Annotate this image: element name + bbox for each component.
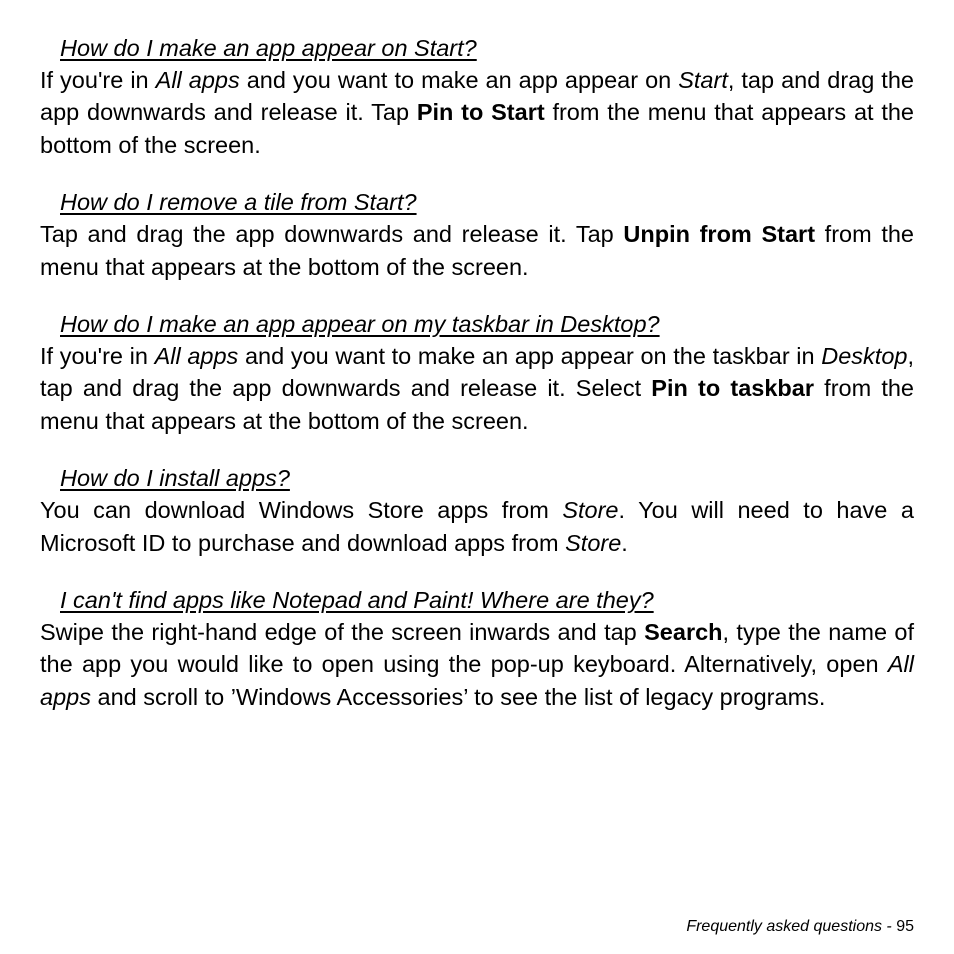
answer-text: Swipe the right-hand edge of the screen inwards and tap — [40, 619, 645, 646]
faq-question: How do I install apps? — [60, 465, 290, 492]
page-footer — [686, 916, 914, 938]
command-pin-to-taskbar: Pin to taskbar — [651, 375, 814, 402]
answer-text: and you want to make an app appear on the taskbar in — [238, 343, 822, 370]
app-name-start: Start — [678, 67, 728, 93]
answer-text: from the menu that appears at the bottom of the screen. — [40, 99, 915, 158]
faq-answer — [40, 218, 914, 283]
faq-item-taskbar — [40, 308, 914, 437]
faq-question: How do I remove a tile from Start? — [60, 189, 417, 216]
app-name-all-apps: All apps — [40, 651, 914, 710]
app-name-store: Store — [565, 529, 622, 556]
faq-question: I can't find apps like Notepad and Paint! Where are they? — [60, 587, 654, 614]
answer-text: , type the name of the app you would like to open using the pop-up keyboard. Alternatively, open — [40, 619, 914, 678]
answer-text: Tap and drag the app downwards and release it. Tap — [40, 221, 624, 248]
faq-question: How do I make an app appear on my taskbar in Desktop? — [60, 311, 660, 338]
command-unpin-from-start: Unpin from Start — [623, 221, 816, 248]
answer-text: from the menu that appears at the bottom of the screen. — [40, 221, 914, 280]
faq-answer — [40, 616, 914, 713]
app-name-store: Store — [562, 497, 619, 524]
faq-answer — [40, 494, 914, 559]
answer-text: , tap and drag the app downwards and release it. Select — [40, 343, 914, 402]
answer-text: and scroll to ’Windows Accessories’ to see the list of legacy programs. — [90, 683, 826, 710]
faq-page — [40, 32, 914, 738]
app-name-desktop: Desktop — [821, 343, 908, 370]
command-pin-to-start: Pin to Start — [416, 99, 545, 126]
page-number: 95 — [896, 918, 914, 935]
answer-text: You can download Windows Store apps from — [40, 497, 563, 524]
answer-text: . You will need to have a Microsoft ID to purchase and download apps from — [40, 497, 914, 556]
faq-item-legacy-apps — [40, 584, 914, 713]
app-name-all-apps: All apps — [154, 343, 239, 370]
app-name-all-apps: All apps — [155, 67, 240, 93]
faq-item-start — [40, 32, 914, 161]
faq-answer — [40, 340, 914, 437]
faq-answer — [40, 64, 914, 161]
command-search: Search — [644, 619, 723, 646]
faq-item-remove-tile — [40, 186, 914, 283]
answer-text: . — [621, 529, 628, 556]
answer-text: and you want to make an app appear on — [239, 67, 679, 93]
faq-question: How do I make an app appear on Start? — [60, 35, 477, 61]
footer-section-title: Frequently asked questions - — [686, 918, 897, 935]
answer-text: from the menu that appears at the bottom of the screen. — [40, 375, 915, 434]
faq-item-install-apps — [40, 462, 914, 559]
answer-text: If you're in — [40, 67, 156, 93]
answer-text: If you're in — [40, 343, 155, 370]
answer-text: , tap and drag the app downwards and release it. Tap — [40, 67, 914, 126]
